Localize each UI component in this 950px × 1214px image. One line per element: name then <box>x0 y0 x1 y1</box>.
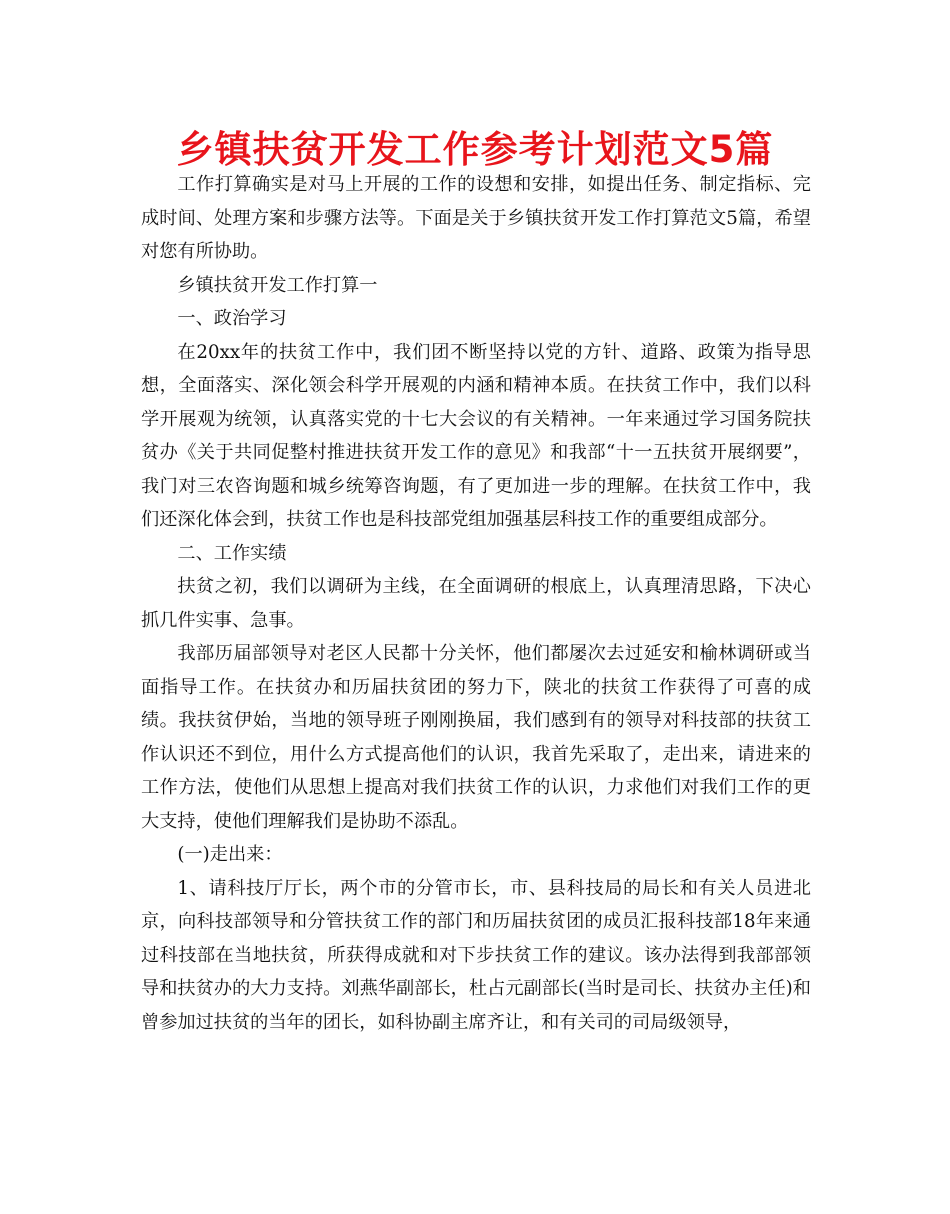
section-heading: 一、政治学习 <box>177 308 287 329</box>
section-heading: 乡镇扶贫开发工作打算一 <box>177 274 378 296</box>
body-paragraph: 我部历届部领导对老区人民都十分关怀，他们都屡次去过延安和榆林调研或当面指导工作。在扶贫办和历届扶贫团的努力下，陕北的扶贫工作获得了可喜的成绩。我扶贫伊始，当地的领导班子刚刚换届，我们感到有的领导对科技部的扶贫工作认识还不到位，用什么方式提高他们的认识，我首先采取了，走出来，请进来的工作方法，使他们从思想上提高对我们扶贫工作的认识，力求他们对我们工作的更大支持，使他们理解我们是协助不添乱。 <box>141 643 811 832</box>
intro-paragraph: 工作打算确实是对马上开展的工作的设想和安排，如提出任务、制定指标、完成时间、处理方案和步骤方法等。下面是关于乡镇扶贫开发工作打算范文5篇，希望对您有所协助。 <box>141 174 811 262</box>
body-paragraph: 在20xx年的扶贫工作中，我们团不断坚持以党的方针、道路、政策为指导思想，全面落实、深化领会科学开展观的内涵和精神本质。在扶贫工作中，我们以科学开展观为统领，认真落实党的十七大会议的有关精神。一年来通过学习国务院扶贫办《关于共同促整村推进扶贫开发工作的意见》和我部“十一五扶贫开展纲要”，我门对三农咨询题和城乡统筹咨询题，有了更加进一步的理解。在扶贫工作中，我们还深化体会到，扶贫工作也是科技部党组加强基层科技工作的重要组成部分。 <box>141 341 811 530</box>
subsection-heading: (一)走出来： <box>177 844 283 865</box>
document-title: 乡镇扶贫开发工作参考计划范文5篇 <box>176 128 774 171</box>
document-body <box>141 168 811 1039</box>
body-paragraph: 扶贫之初，我们以调研为主线，在全面调研的根底上，认真理清思路，下决心抓几件实事、急事。 <box>141 576 811 631</box>
body-paragraph: 1、请科技厅厅长，两个市的分管市长，市、县科技局的局长和有关人员进北京，向科技部领导和分管扶贫工作的部门和历届扶贫团的成员汇报科技部18年来通过科技部在当地扶贫，所获得成就和对下步扶贫工作的建议。该办法得到我部部领导和扶贫办的大力支持。刘燕华副部长，杜占元副部长(当时是司长、扶贫办主任)和曾参加过扶贫的当年的团长，如科协副主席齐让，和有关司的司局级领导， <box>141 877 811 1033</box>
section-heading: 二、工作实绩 <box>177 542 287 564</box>
